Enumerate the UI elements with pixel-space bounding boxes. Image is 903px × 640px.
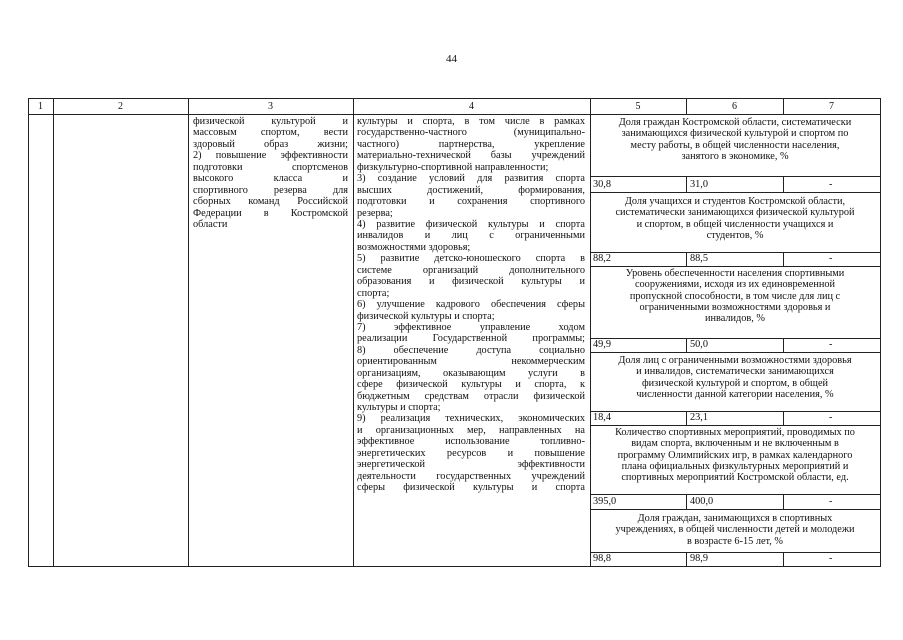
text-line: физической культуры и спорта;: [357, 310, 495, 322]
indicator-value: 98,8: [593, 553, 612, 564]
indicator-value: -: [829, 412, 833, 423]
text-line: пропускной способности, в том числе для лиц с: [629, 290, 841, 302]
grid-line: [783, 411, 784, 425]
page-number: 44: [446, 53, 457, 65]
indicator-value: 88,2: [593, 253, 612, 264]
text-line: ограниченными возможностями здоровья и: [639, 301, 831, 313]
grid-line: [590, 338, 881, 339]
grid-line: [590, 494, 881, 495]
grid-line: [783, 252, 784, 266]
grid-line: [783, 552, 784, 566]
indicator-title: [591, 513, 879, 547]
tasks-cell: [357, 116, 585, 494]
column-header: 2: [118, 101, 123, 112]
text-line: учреждениях, в общей численности детей и молодежи: [615, 524, 855, 536]
indicator-value: 23,1: [690, 412, 709, 423]
text-line: инвалидов, %: [704, 313, 766, 325]
text-line: Доля учащихся и студентов Костромской области,: [624, 196, 846, 207]
indicator-title: [591, 117, 879, 162]
text-line: Доля граждан Костромской области, систематически: [618, 117, 852, 128]
indicator-value: 88,5: [690, 253, 709, 264]
text-line: 7) эффективное управление ходом: [357, 321, 585, 333]
text-line: в возрасте 6-15 лет, %: [687, 535, 783, 547]
text-line: массовым спортом, вести: [193, 127, 348, 139]
text-line: энергетических ресурсов и повышение: [357, 447, 585, 459]
text-line: 3) создание условий для развития спорта: [357, 173, 585, 185]
text-line: спорта;: [357, 287, 390, 299]
grid-line: [590, 252, 881, 253]
indicator-title: [591, 196, 879, 241]
indicator-value: 400,0: [690, 496, 714, 507]
text-line: высокого класса и: [193, 173, 348, 185]
grid-line: [590, 192, 881, 193]
column-header: 4: [469, 101, 474, 112]
indicator-value: 98,9: [690, 553, 709, 564]
text-line: численности данной категории населения, %: [636, 388, 834, 400]
text-line: видам спорта, включенным и не включенным в: [631, 438, 839, 450]
text-line: государственно-частного (муниципально-: [357, 127, 585, 139]
text-line: возможностями здоровья;: [357, 241, 471, 253]
text-line: 5) развитие детско-юношеского спорта в: [357, 253, 585, 265]
text-line: программу Олимпийских игр, в рамках календарного: [617, 449, 853, 461]
text-line: Уровень обеспеченности населения спортивными: [625, 268, 845, 279]
grid-line: [28, 98, 29, 566]
indicator-value: 31,0: [690, 179, 709, 190]
text-line: физической культурой и: [193, 116, 348, 127]
grid-line: [28, 566, 881, 567]
text-line: материально-технической базы учреждений: [357, 150, 585, 162]
grid-line: [53, 98, 54, 566]
grid-line: [590, 552, 881, 553]
grid-line: [686, 494, 687, 509]
indicator-value: -: [829, 553, 833, 564]
grid-line: [590, 425, 881, 426]
text-line: бюджетным средствам отрасли физической: [357, 390, 585, 402]
text-line: образования и физической культуры и: [357, 276, 585, 288]
grid-line: [590, 509, 881, 510]
text-line: организациям, оказывающим услуги в: [357, 367, 585, 379]
goals-cell: [193, 116, 348, 230]
grid-line: [686, 411, 687, 425]
text-line: реализации Государственной программы;: [357, 333, 585, 345]
grid-line: [783, 338, 784, 352]
grid-line: [783, 176, 784, 192]
column-header: 7: [829, 101, 834, 112]
grid-line: [28, 114, 881, 115]
text-line: и спортом, в общей численности учащихся и: [636, 218, 834, 230]
indicator-title: [591, 355, 879, 400]
text-line: Федерации в Костромской: [193, 207, 348, 219]
column-header: 3: [268, 101, 273, 112]
text-line: Доля лиц с ограниченными возможностями здоровья: [618, 355, 852, 366]
text-line: эффективное использование топливно-: [357, 436, 585, 448]
indicator-value: -: [829, 339, 833, 350]
text-line: деятельности государственных учреждений: [357, 470, 585, 482]
text-line: 9) реализация технических, экономических: [357, 413, 585, 425]
indicator-value: -: [829, 496, 833, 507]
grid-line: [686, 338, 687, 352]
column-header: 1: [38, 101, 43, 112]
text-line: спортивного резерва для: [193, 184, 348, 196]
text-line: сферы физической культуры и спорта: [357, 482, 585, 494]
text-line: физкультурно-спортивной направленности;: [357, 161, 549, 173]
text-line: здоровый образ жизни;: [193, 138, 348, 150]
text-line: систематически занимающихся физической культурой: [615, 207, 855, 219]
text-line: частного) партнерства, укрепление: [357, 138, 585, 150]
text-line: студентов, %: [706, 229, 764, 241]
text-line: спортивных мероприятий Костромской области, ед.: [621, 472, 849, 484]
grid-line: [686, 252, 687, 266]
grid-line: [590, 98, 591, 566]
text-line: инвалидов и лиц с ограниченными: [357, 230, 585, 242]
grid-line: [686, 176, 687, 192]
text-line: сфере физической культуры и спорта, к: [357, 379, 585, 391]
indicator-title: [591, 268, 879, 324]
text-line: и организационных мер, направленных на: [357, 424, 585, 436]
indicator-value: -: [829, 179, 833, 190]
grid-line: [590, 176, 881, 177]
grid-line: [686, 552, 687, 566]
text-line: 6) улучшение кадрового обеспечения сферы: [357, 299, 585, 311]
text-line: подготовки спортсменов: [193, 161, 348, 173]
grid-line: [590, 352, 881, 353]
text-line: ориентированным некоммерческим: [357, 356, 585, 368]
indicator-title: [591, 427, 879, 483]
text-line: 8) обеспечение доступа социально: [357, 344, 585, 356]
text-line: занятого в экономике, %: [681, 150, 789, 162]
grid-line: [353, 98, 354, 566]
grid-line: [590, 266, 881, 267]
text-line: системе организаций дополнительного: [357, 264, 585, 276]
text-line: плана официальных физкультурных мероприятий и: [621, 460, 849, 472]
indicator-value: 30,8: [593, 179, 612, 190]
grid-line: [783, 494, 784, 509]
text-line: сооружениями, исходя из их единовременной: [634, 279, 836, 291]
text-line: 4) развитие физической культуры и спорта: [357, 218, 585, 230]
column-header: 5: [635, 101, 641, 112]
text-line: месту работы, в общей численности населения,: [630, 139, 840, 151]
text-line: области: [193, 218, 228, 230]
indicator-value: 18,4: [593, 412, 612, 423]
text-line: физической культурой и спортом, в общей: [641, 377, 829, 389]
text-line: занимающихся физической культурой и спортом по: [621, 128, 849, 140]
text-line: высших достижений, формирования,: [357, 184, 585, 196]
text-line: Количество спортивных мероприятий, проводимых по: [615, 427, 855, 438]
text-line: сборных команд Российской: [193, 196, 348, 208]
text-line: энергетической эффективности: [357, 459, 585, 471]
text-line: культуры и спорта, в том числе в рамках: [357, 116, 585, 127]
text-line: подготовки и сохранения спортивного: [357, 196, 585, 208]
indicator-value: 50,0: [690, 339, 709, 350]
grid-line: [590, 411, 881, 412]
text-line: 2) повышение эффективности: [193, 150, 348, 162]
indicator-value: -: [829, 253, 833, 264]
grid-line: [188, 98, 189, 566]
text-line: и инвалидов, систематически занимающихся: [636, 366, 834, 378]
indicator-value: 49,9: [593, 339, 612, 350]
text-line: резерва;: [357, 207, 393, 219]
text-line: Доля граждан, занимающихся в спортивных: [637, 513, 833, 524]
grid-line: [880, 98, 881, 566]
indicator-value: 395,0: [593, 496, 617, 507]
text-line: культуры и спорта;: [357, 402, 441, 414]
column-header: 6: [732, 101, 737, 112]
